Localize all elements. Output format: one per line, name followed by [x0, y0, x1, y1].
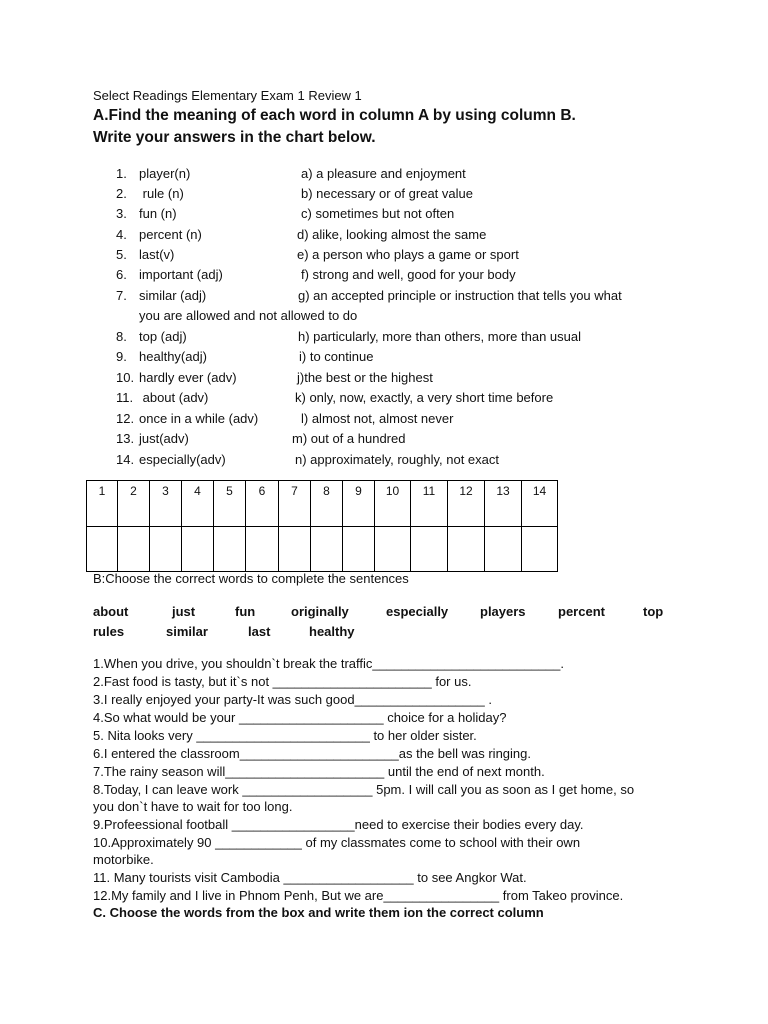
sentence-line: motorbike.: [93, 852, 154, 867]
answer-chart-header-row: [87, 481, 558, 527]
matching-item-word: especially(adv): [139, 452, 226, 467]
word-bank-item: players: [480, 604, 526, 619]
answer-chart-header-cell: 13: [485, 481, 522, 527]
answer-chart-header-cell: 14: [522, 481, 558, 527]
sentence-line: 10.Approximately 90 ____________ of my classmates come to school with their own: [93, 835, 581, 850]
word-bank-item: top: [643, 604, 664, 619]
answer-chart-input-cell[interactable]: [311, 527, 343, 572]
matching-item-number: 12.: [116, 411, 135, 426]
matching-item-word: just(adv): [139, 431, 189, 446]
answer-chart-header-cell: 5: [214, 481, 246, 527]
matching-item-number: 2.: [116, 186, 127, 201]
matching-item-definition: e) a person who plays a game or sport: [297, 247, 519, 262]
word-bank-item: last: [248, 624, 271, 639]
matching-item-word: once in a while (adv): [139, 411, 259, 426]
matching-item-word: important (adj): [139, 267, 223, 282]
answer-chart-header-cell: 12: [448, 481, 485, 527]
matching-item-number: 7.: [116, 288, 127, 303]
word-bank-item: about: [93, 604, 129, 619]
answer-chart-header-cell: 1: [87, 481, 118, 527]
matching-item-word: you are allowed and not allowed to do: [139, 308, 358, 323]
matching-item-word: percent (n): [139, 227, 202, 242]
matching-item-number: 10.: [116, 370, 135, 385]
matching-item-definition: n) approximately, roughly, not exact: [295, 452, 500, 467]
answer-chart-input-cell[interactable]: [343, 527, 375, 572]
answer-chart-input-cell[interactable]: [411, 527, 448, 572]
matching-item-word: healthy(adj): [139, 349, 207, 364]
section-c-title: C. Choose the words from the box and write them ion the correct column: [93, 905, 544, 920]
answer-chart-input-cell[interactable]: [182, 527, 214, 572]
sentence-line: you don`t have to wait for too long.: [93, 799, 293, 814]
sentence-line: 7.The rainy season will______________________ until the end of next month.: [93, 764, 545, 779]
matching-item-number: 1.: [116, 166, 127, 181]
sentence-line: 11. Many tourists visit Cambodia __________________ to see Angkor Wat.: [93, 870, 527, 885]
matching-item-word: last(v): [139, 247, 175, 262]
answer-chart-header-cell: 11: [411, 481, 448, 527]
sentence-line: 9.Profeessional football _________________need to exercise their bodies every day.: [93, 817, 584, 832]
matching-item-definition: k) only, now, exactly, a very short time before: [295, 390, 554, 405]
answer-chart-header-cell: 10: [375, 481, 411, 527]
word-bank-item: similar: [166, 624, 208, 639]
answer-chart-input-cell[interactable]: [87, 527, 118, 572]
matching-item-number: 9.: [116, 349, 127, 364]
word-bank-item: just: [172, 604, 196, 619]
answer-chart-input-cell[interactable]: [118, 527, 150, 572]
answer-chart-input-cell[interactable]: [246, 527, 279, 572]
matching-item-number: 14.: [116, 452, 135, 467]
answer-chart: [86, 480, 558, 572]
matching-item-definition: h) particularly, more than others, more than usual: [298, 329, 582, 344]
matching-item-definition: f) strong and well, good for your body: [301, 267, 516, 282]
matching-item-number: 13.: [116, 431, 135, 446]
matching-item-number: 5.: [116, 247, 127, 262]
answer-chart-header-cell: 8: [311, 481, 343, 527]
answer-chart-input-cell[interactable]: [522, 527, 558, 572]
matching-item-word: similar (adj): [139, 288, 207, 303]
answer-chart-header-cell: 9: [343, 481, 375, 527]
answer-chart-header-cell: 6: [246, 481, 279, 527]
matching-item-definition: i) to continue: [299, 349, 374, 364]
matching-item-word: player(n): [139, 166, 191, 181]
matching-item-number: 3.: [116, 206, 127, 221]
sentence-line: 6.I entered the classroom______________________as the bell was ringing.: [93, 746, 531, 761]
word-bank-item: rules: [93, 624, 125, 639]
sentence-line: 8.Today, I can leave work __________________ 5pm. I will call you as soon as I get home, so: [93, 782, 635, 797]
answer-chart-blank-row: [87, 527, 558, 572]
answer-chart-input-cell[interactable]: [150, 527, 182, 572]
word-bank-item: healthy: [309, 624, 355, 639]
matching-item-word: fun (n): [139, 206, 177, 221]
word-bank-item: percent: [558, 604, 605, 619]
answer-chart-header-cell: 2: [118, 481, 150, 527]
answer-chart-input-cell[interactable]: [279, 527, 311, 572]
matching-item-word: rule (n): [139, 186, 184, 201]
matching-item-definition: j)the best or the highest: [297, 370, 433, 385]
sentence-line: 12.My family and I live in Phnom Penh, But we are________________ from Takeo province.: [93, 888, 624, 903]
matching-item-number: 11.: [116, 390, 134, 405]
matching-item-number: 6.: [116, 267, 127, 282]
matching-item-definition: c) sometimes but not often: [301, 206, 455, 221]
section-a-instruction-2: Write your answers in the chart below.: [93, 129, 376, 146]
sentence-line: 4.So what would be your ____________________ choice for a holiday?: [93, 710, 507, 725]
matching-item-definition: b) necessary or of great value: [301, 186, 473, 201]
matching-item-definition: d) alike, looking almost the same: [297, 227, 487, 242]
word-bank-item: especially: [386, 604, 449, 619]
answer-chart-header-cell: 3: [150, 481, 182, 527]
answer-chart-input-cell[interactable]: [214, 527, 246, 572]
section-b-title: B:Choose the correct words to complete the sentences: [93, 571, 409, 586]
answer-chart-input-cell[interactable]: [375, 527, 411, 572]
word-bank-item: fun: [235, 604, 256, 619]
matching-item-definition: l) almost not, almost never: [301, 411, 454, 426]
matching-item-definition: a) a pleasure and enjoyment: [301, 166, 466, 181]
sentence-line: 3.I really enjoyed your party-It was such good__________________ .: [93, 692, 492, 707]
answer-chart-input-cell[interactable]: [448, 527, 485, 572]
sentence-line: 2.Fast food is tasty, but it`s not ______________________ for us.: [93, 674, 472, 689]
matching-item-definition: m) out of a hundred: [292, 431, 406, 446]
answer-chart-input-cell[interactable]: [485, 527, 522, 572]
word-bank-item: originally: [291, 604, 349, 619]
matching-item-number: 4.: [116, 227, 127, 242]
matching-item-word: hardly ever (adv): [139, 370, 237, 385]
worksheet-header: Select Readings Elementary Exam 1 Review 1: [93, 88, 362, 103]
matching-item-word: top (adj): [139, 329, 187, 344]
sentence-line: 5. Nita looks very ________________________ to her older sister.: [93, 728, 477, 743]
answer-chart-header-cell: 7: [279, 481, 311, 527]
matching-item-definition: g) an accepted principle or instruction that tells you what: [298, 288, 622, 303]
matching-item-number: 8.: [116, 329, 127, 344]
section-a-instruction: A.Find the meaning of each word in column A by using column B.: [93, 107, 576, 124]
answer-chart-header-cell: 4: [182, 481, 214, 527]
sentence-line: 1.When you drive, you shouldn`t break the traffic__________________________.: [93, 656, 565, 671]
matching-item-word: about (adv): [139, 390, 209, 405]
